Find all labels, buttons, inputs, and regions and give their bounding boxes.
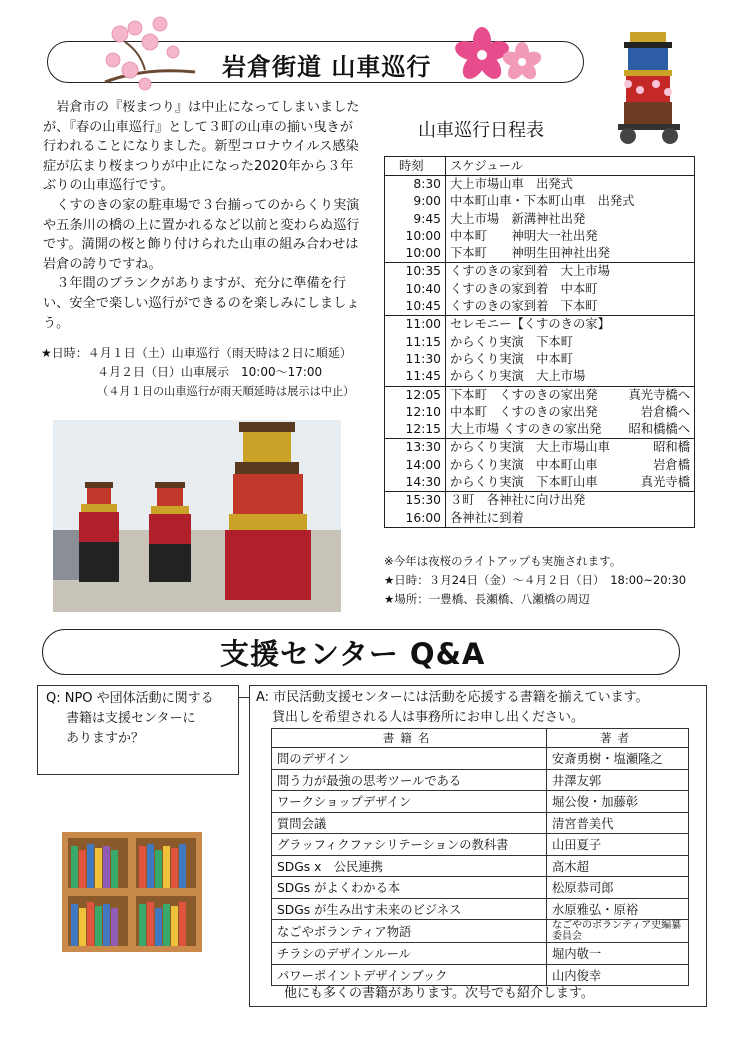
schedule-row: [385, 228, 695, 245]
schedule-table: [384, 156, 695, 528]
schedule-item-destination: 昭和橋: [653, 440, 690, 455]
schedule-item: [446, 492, 695, 510]
schedule-item-text: 大上市場山車 出発式: [450, 177, 573, 191]
book-author: 井澤友郭: [547, 769, 689, 791]
schedule-time: 11:30: [385, 351, 446, 368]
book-row: [272, 920, 689, 943]
schedule-item: [446, 351, 695, 368]
schedule-row: [385, 457, 695, 474]
schedule-item: [446, 193, 695, 210]
book-title: ワークショップデザイン: [272, 791, 547, 813]
question-line: Q: NPO や団体活動に関する: [46, 691, 214, 706]
book-row: [272, 855, 689, 877]
schedule-time: 13:30: [385, 439, 446, 457]
schedule-row: [385, 510, 695, 528]
schedule-row: [385, 334, 695, 351]
schedule-item: [446, 404, 695, 421]
schedule-item: [446, 245, 695, 263]
schedule-item-text: 中本町山車・下本町山車 出発式: [450, 194, 635, 209]
schedule-row: [385, 474, 695, 492]
schedule-time: 14:00: [385, 457, 446, 474]
book-row: [272, 964, 689, 986]
schedule-item-text: セレモニー【くすのきの家】: [450, 317, 610, 332]
schedule-item-text: 下本町 神明生田神社出発: [450, 246, 610, 261]
schedule-time: 8:30: [385, 176, 446, 194]
book-title: グラッフィクファシリテーションの教科書: [272, 834, 547, 856]
intro-paragraph: くすのきの家の駐車場で３台揃ってのからくり実演や五条川の橋の上に置かれるなど以前と変わらぬ巡行です。満開の桜と飾り付けられた山車の組み合わせは岩倉の誇りですね。: [43, 197, 360, 272]
schedule-note: ★日時：３月24日（金）～４月２日（日） 18:00~20:30: [384, 573, 687, 587]
book-author: 山田夏子: [547, 834, 689, 856]
answer-line: 貸出しを希望される人は事務所にお申し出ください。: [272, 710, 585, 725]
schedule-item-destination: 岩倉橋へ: [640, 404, 690, 419]
question-line: ありますか？: [66, 731, 145, 746]
schedule-time: 16:00: [385, 510, 446, 528]
schedule-time: 14:30: [385, 474, 446, 492]
schedule-item-text: くすのきの家到着 下本町: [450, 299, 598, 314]
schedule-item: [446, 457, 695, 474]
schedule-item: [446, 176, 695, 194]
schedule-row: [385, 211, 695, 228]
schedule-row: [385, 386, 695, 404]
schedule-item-text: くすのきの家到着 大上市場: [450, 264, 610, 279]
schedule-item-text: 各神社に到着: [450, 510, 524, 525]
answer-footer: 他にも多くの書籍があります。次号でも紹介します。: [284, 986, 594, 1001]
books-header-title: 書籍名: [272, 729, 547, 748]
book-row: [272, 943, 689, 965]
books-header-author: 著者: [547, 729, 689, 748]
schedule-item-text: 中本町 くすのきの家出発: [450, 404, 598, 419]
book-author: 高木超: [547, 855, 689, 877]
question-box: [37, 685, 239, 775]
schedule-item-text: ３町 各神社に向け出発: [450, 493, 586, 508]
schedule-note: ★場所：一豊橋、長瀬橋、八瀬橋の周辺: [384, 592, 590, 606]
schedule-time: 11:00: [385, 316, 446, 334]
book-author: 堀内敬一: [547, 943, 689, 965]
schedule-item: [446, 211, 695, 228]
schedule-item-text: 下本町 くすのきの家出発: [450, 387, 598, 402]
book-title: なごやボランティア物語: [272, 920, 547, 943]
question-line: 書籍は支援センターに: [66, 711, 196, 726]
schedule-time: 12:10: [385, 404, 446, 421]
book-author: 松原恭司郎: [547, 877, 689, 899]
schedule-time: 11:15: [385, 334, 446, 351]
schedule-item: [446, 316, 695, 334]
schedule-header-schedule: スケジュール: [446, 157, 695, 176]
schedule-time: 9:45: [385, 211, 446, 228]
book-author: 安斎勇樹・塩瀬隆之: [547, 748, 689, 770]
book-author: なごやのボランティア史編纂委員会: [547, 920, 689, 943]
book-author: 山内俊幸: [547, 964, 689, 986]
book-title: 質問会議: [272, 812, 547, 834]
book-row: [272, 748, 689, 770]
event-date-line: ４月２日（日）山車展示 10:00～17:00: [97, 365, 323, 379]
schedule-title: 山車巡行日程表: [418, 120, 544, 141]
schedule-row: [385, 439, 695, 457]
schedule-row: [385, 404, 695, 421]
bookshelf-icon: [62, 832, 202, 952]
schedule-time: 10:35: [385, 263, 446, 281]
schedule-time: 10:40: [385, 281, 446, 298]
schedule-item: [446, 298, 695, 316]
schedule-row: [385, 298, 695, 316]
festival-floats-photo: [53, 420, 341, 612]
schedule-item-text: くすのきの家到着 中本町: [450, 281, 598, 296]
schedule-item-text: 大上市場 新溝神社出発: [450, 211, 586, 226]
schedule-row: [385, 492, 695, 510]
schedule-row: [385, 316, 695, 334]
schedule-row: [385, 281, 695, 298]
schedule-row: [385, 263, 695, 281]
schedule-item-text: からくり実演 下本町山車: [450, 475, 598, 490]
book-row: [272, 812, 689, 834]
intro-paragraph: ３年間のブランクがありますが、充分に準備を行い、安全で楽しい巡行ができるのを楽しみにしましょう。: [43, 276, 360, 331]
sakura-flower-icon: [452, 22, 552, 92]
book-row: [272, 898, 689, 920]
schedule-item-text: からくり実演 大上市場: [450, 369, 586, 384]
cherry-blossom-branch-icon: [95, 12, 205, 97]
books-table: [271, 728, 689, 986]
event-date-line: ★日時：４月１日（土）山車巡行（雨天時は２日に順延）: [41, 346, 352, 360]
schedule-item-destination: 岩倉橋: [653, 457, 690, 472]
qa-connector: [238, 697, 249, 698]
schedule-note: ※今年は夜桜のライトアップも実施されます。: [384, 554, 622, 568]
schedule-item: [446, 281, 695, 298]
intro-text: [43, 98, 361, 333]
schedule-row: [385, 368, 695, 386]
schedule-item: [446, 386, 695, 404]
book-author: 清宮普美代: [547, 812, 689, 834]
book-row: [272, 877, 689, 899]
schedule-item: [446, 228, 695, 245]
schedule-time: 12:05: [385, 386, 446, 404]
schedule-row: [385, 193, 695, 210]
event-note: （４月１日の山車巡行が雨天順延時は展示は中止）: [97, 385, 355, 398]
schedule-item-destination: 真光寺橋へ: [628, 387, 690, 402]
book-title: 問う力が最強の思考ツールである: [272, 769, 547, 791]
schedule-item-text: 中本町 神明大一社出発: [450, 228, 598, 243]
schedule-time: 11:45: [385, 368, 446, 386]
schedule-item: [446, 439, 695, 457]
book-author: 堀公俊・加藤彰: [547, 791, 689, 813]
book-title: 問のデザイン: [272, 748, 547, 770]
schedule-time: 12:15: [385, 421, 446, 439]
book-title: SDGs が生み出す未来のビジネス: [272, 898, 547, 920]
schedule-item-destination: 真光寺橋: [640, 475, 690, 490]
schedule-item: [446, 263, 695, 281]
book-title: チラシのデザインルール: [272, 943, 547, 965]
schedule-time: 10:45: [385, 298, 446, 316]
book-title: SDGs がよくわかる本: [272, 877, 547, 899]
books-header-row: [272, 729, 689, 748]
schedule-row: [385, 176, 695, 194]
intro-paragraph: 岩倉市の『桜まつり』は中止になってしまいましたが、『春の山車巡行』として３町の山車の揃い曳きが行われることになりました。新型コロナウイルス感染症が広まり桜まつりが中止になった2020年から３年ぶりの山車巡行です。: [43, 100, 360, 194]
schedule-row: [385, 351, 695, 368]
schedule-notes: [384, 552, 686, 609]
schedule-item: [446, 421, 695, 439]
schedule-time: 15:30: [385, 492, 446, 510]
festival-float-icon: [610, 24, 690, 149]
schedule-item: [446, 334, 695, 351]
schedule-item-destination: 昭和橋橋へ: [628, 422, 690, 437]
schedule-item-text: 大上市場 くすのきの家出発: [450, 422, 602, 437]
page-title: 岩倉街道 山車巡行: [222, 53, 432, 81]
answer-line: A: 市民活動支援センターには活動を応援する書籍を揃えています。: [256, 690, 649, 705]
schedule-row: [385, 245, 695, 263]
book-row: [272, 769, 689, 791]
schedule-row: [385, 421, 695, 439]
qa-title: 支援センター Q&A: [220, 637, 486, 671]
schedule-item-text: からくり実演 中本町山車: [450, 457, 598, 472]
book-title: パワーポイントデザインブック: [272, 964, 547, 986]
schedule-item-text: からくり実演 下本町: [450, 334, 573, 349]
schedule-time: 9:00: [385, 193, 446, 210]
schedule-time: 10:00: [385, 245, 446, 263]
schedule-header-row: [385, 157, 695, 176]
schedule-item-text: からくり実演 中本町: [450, 351, 573, 366]
book-row: [272, 834, 689, 856]
schedule-item: [446, 510, 695, 528]
book-author: 水原雅弘・原裕: [547, 898, 689, 920]
schedule-item-text: からくり実演 大上市場山車: [450, 440, 610, 455]
book-row: [272, 791, 689, 813]
schedule-time: 10:00: [385, 228, 446, 245]
question-text: [46, 689, 214, 749]
schedule-item: [446, 368, 695, 386]
book-title: SDGs x 公民連携: [272, 855, 547, 877]
schedule-header-time: 時刻: [385, 157, 446, 176]
schedule-item: [446, 474, 695, 492]
